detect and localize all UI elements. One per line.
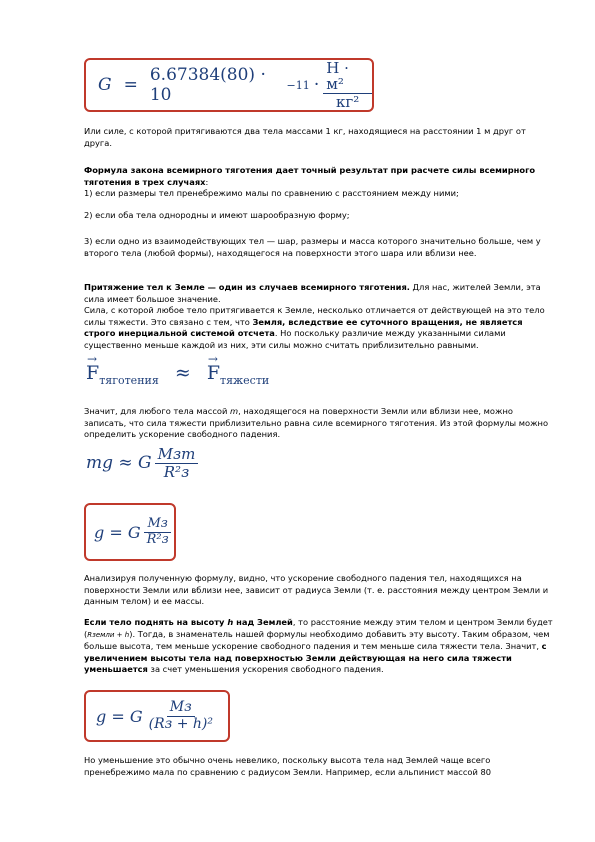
paragraph-7 (84, 406, 556, 441)
paragraph-7-m: m (230, 406, 239, 416)
paragraph-6-a: Сила, с которой любое тело притягивается к Земле, несколько отличается от действующей на это тело силы тяжести. Это связано с тем, что (84, 305, 545, 327)
g-height-formula (84, 690, 230, 742)
paragraph-9-bold-3: с увеличением высоты тела над поверхностью Земли действующая на него сила тяжести уменьшается (84, 641, 547, 675)
paragraph-2-case-1: 1) если размеры тел пренебрежимо малы по сравнению с расстоянием между ними; (84, 188, 459, 199)
force-weight-subscript: тяжести (220, 373, 270, 387)
force-approx-formula (86, 352, 270, 387)
formula-value: 6.67384(80) · 10 (149, 65, 266, 105)
paragraph-7-b: , находящегося на поверхности Земли или вблизи нее, можно записать, что сила тяжести приблизительно равна силе всемирного тяготения. Из этой формулы можно определить ускорение свободного падения. (84, 406, 549, 440)
paragraph-2 (84, 165, 556, 200)
gh-denominator: (Rз + h)² (148, 715, 213, 732)
unit-numerator: Н · м² (323, 60, 372, 94)
mg-formula (86, 446, 198, 480)
paragraph-5-bold: Притяжение тел к Земле — один из случаев всемирного тяготения. (84, 282, 410, 292)
mg-lhs: mg ≈ G (86, 453, 152, 473)
paragraph-10: Но уменьшение это обычно очень невелико, поскольку высота тела над Землей чаще всего пренебрежимо мала по сравнению с радиусом Земли. Например, если альпинист массой 80 (84, 755, 492, 777)
paragraph-9-b: ). Тогда, в знаменатель нашей формулы необходимо добавить эту высоту. Таким образом, чем больше высота, тем меньше ускорение свободного падения и тем меньше сила тяжести тела. Значит, (84, 628, 550, 652)
paragraph-5-rest: Для нас, жителей Земли, эта сила имеет большое значение. (84, 282, 541, 304)
mg-fraction (155, 446, 199, 480)
formula-unit-fraction (323, 60, 372, 111)
paragraph-9-bold-1: Если тело поднять на высоту (84, 617, 228, 627)
force-weight: → F (206, 352, 220, 384)
formula-lhs: G (98, 75, 112, 95)
paragraph-9-h: h (227, 617, 234, 627)
g-numerator: Mз (144, 517, 170, 532)
formula-exponent: −11 (286, 78, 310, 92)
force-gravity: → F (86, 352, 100, 384)
g-denominator: R²з (146, 531, 169, 547)
force-symbol-1: F (86, 362, 100, 384)
unit-denominator: кг² (335, 92, 360, 111)
paragraph-5 (84, 282, 556, 352)
paragraph-9 (84, 617, 556, 676)
paragraph-7-a: Значит, для любого тела массой (84, 406, 230, 416)
g-formula (84, 503, 176, 561)
force-symbol-2: F (206, 362, 220, 384)
gh-numerator: Mз (167, 700, 195, 716)
mg-denominator: R²з (163, 462, 190, 481)
g-lhs: g = G (94, 522, 141, 542)
paragraph-9-c: за счет уменьшения ускорения свободного падения. (147, 664, 384, 675)
paragraph-2-colon: : (205, 176, 209, 187)
paragraph-6-bold: Земля, вследствие ее суточного вращения, не является строго инерциальной системой отсчета (84, 316, 523, 339)
gh-fraction (146, 700, 216, 732)
paragraph-3: 2) если оба тела однородны и имеют шарообразную форму; (84, 210, 350, 220)
gravitational-constant-formula: G = 6.67384(80) · 10 −11 · $\frac{\text{Н · м²}}{\text{кг²}}$ (84, 58, 374, 112)
paragraph-9-a: , то расстояние между этим телом и центром Земли будет ( (84, 617, 553, 639)
paragraph-2-bold: Формула закона всемирного тяготения дает точный результат при расчете силы всемирного тяготения в трех случаях (84, 165, 536, 187)
paragraph-4: 3) если одно из взаимодействующих тел — шар, размеры и масса которого значительно больше, чем у второго тела (любой формы), находящегося на поверхности этого шара или вблизи нее. (84, 236, 541, 258)
paragraph-8: Анализируя полученную формулу, видно, что ускорение свободного падения тел, находящихся на поверхности Земли или вблизи нее, зависит от радиуса Земли (т. е. расстояния между центром Земли и данным телом) и ее массы. (84, 573, 549, 607)
formula-eq: = (123, 75, 138, 95)
gh-lhs: g = G (96, 706, 143, 726)
paragraph-6-b: . Но поскольку различие между указанными силами существенно меньше каждой из них, эти силы можно считать приблизительно равными. (84, 328, 506, 350)
paragraph-1: Или силе, с которой притягиваются два тела массами 1 кг, находящиеся на расстоянии 1 м друг от друга. (84, 126, 526, 148)
paragraph-9-bold-2: над Землей (233, 617, 293, 627)
paragraph-9-r: Rземли + h (87, 630, 130, 639)
mg-numerator: Mзm (155, 446, 199, 464)
g-fraction (144, 517, 172, 547)
force-gravity-subscript: тяготения (99, 373, 159, 387)
approx-symbol: ≈ (174, 362, 191, 384)
